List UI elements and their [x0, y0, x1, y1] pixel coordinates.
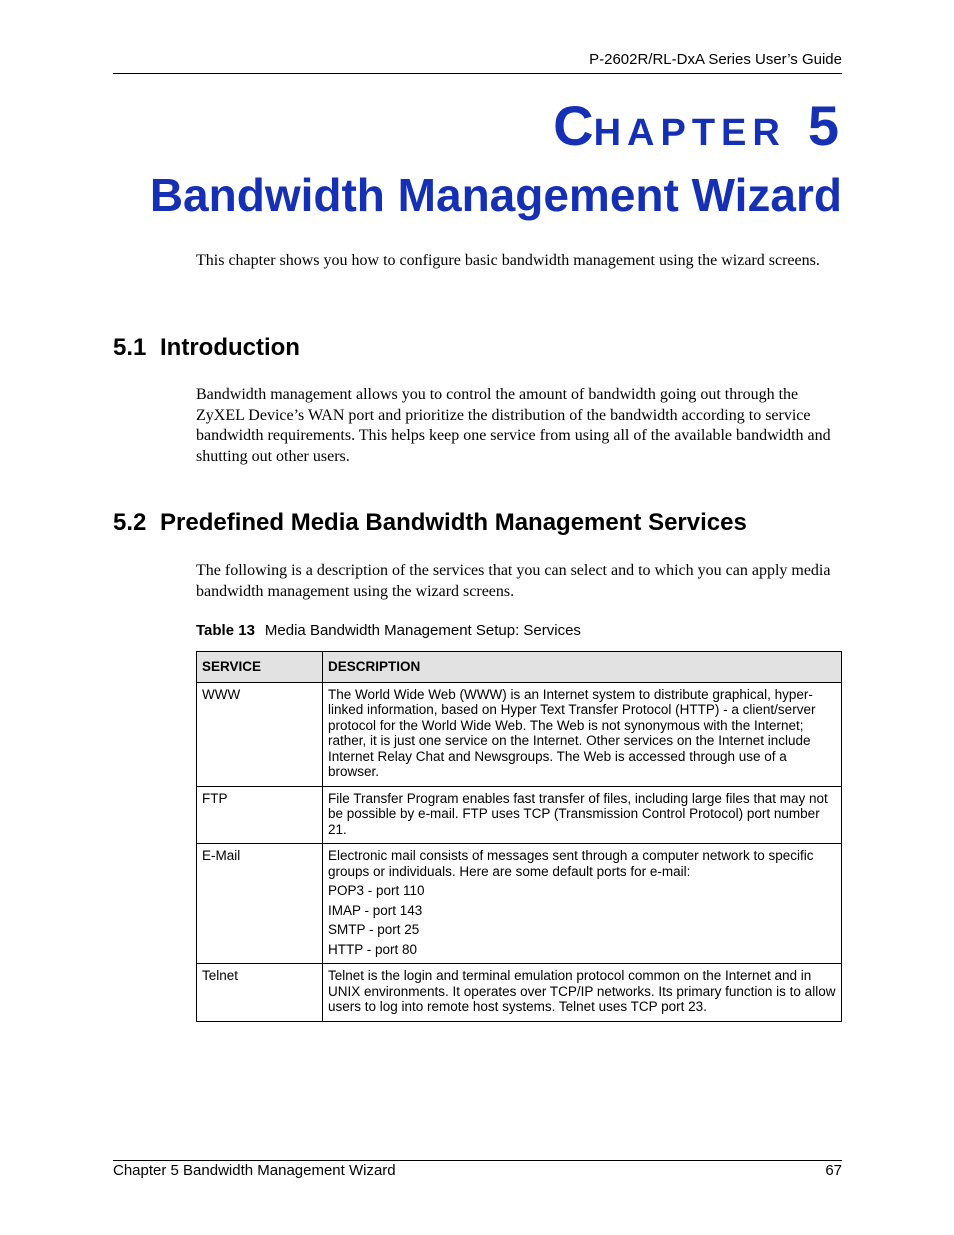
port-item: IMAP - port 143 [328, 902, 423, 918]
table-caption [196, 622, 581, 639]
service-cell: FTP [197, 786, 323, 844]
description-cell [323, 844, 842, 964]
service-cell: Telnet [197, 964, 323, 1022]
table-label: Table 13 [196, 622, 255, 639]
footer-chapter-title: Chapter 5 Bandwidth Management Wizard [113, 1162, 396, 1179]
section-number: 5.1 [113, 334, 147, 361]
service-cell: WWW [197, 682, 323, 786]
chapter-label [553, 94, 839, 157]
description-cell: Telnet is the login and terminal emulation protocol common on the Internet and in UNIX environments. It operates over TCP/IP networks. Its primary function is to allow users to log into remote host systems. Telnet uses TCP port 23. [323, 964, 842, 1022]
description-cell: File Transfer Program enables fast transfer of files, including large files that may not be possible by e-mail. FTP uses TCP (Transmission Control Protocol) port number 21. [323, 786, 842, 844]
table-header-row [197, 652, 842, 683]
chapter-intro-paragraph: This chapter shows you how to configure basic bandwidth management using the wizard screens. [196, 252, 820, 269]
page-number: 67 [825, 1162, 842, 1179]
table-row [197, 786, 842, 844]
chapter-label-rest: HAPTER [593, 112, 786, 154]
service-cell: E-Mail [197, 844, 323, 964]
chapter-number: 5 [807, 94, 839, 157]
footer-rule [113, 1160, 842, 1161]
description-text: Electronic mail consists of messages sent through a computer network to specific groups or individuals. Here are some default ports for e-mail: [328, 848, 814, 879]
introduction-paragraph: Bandwidth management allows you to control the amount of bandwidth going out through the ZyXEL Device’s WAN port and prioritize the distribution of the bandwidth according to service bandwidth requirements. This helps keep one service from using all of the available bandwidth and shutting out other users. [196, 386, 831, 465]
port-item: POP3 - port 110 [328, 883, 425, 898]
column-header-service: SERVICE [197, 652, 323, 683]
table-row [197, 844, 842, 964]
table-caption-text: Media Bandwidth Management Setup: Services [264, 622, 581, 639]
section-title: Introduction [160, 334, 300, 361]
port-item: SMTP - port 25 [328, 922, 420, 937]
services-table [196, 651, 842, 1022]
table-row [197, 964, 842, 1022]
port-item: HTTP - port 80 [328, 941, 418, 957]
description-cell: The World Wide Web (WWW) is an Internet system to distribute graphical, hyper-linked information, based on Hyper Text Transfer Protocol (HTTP) - a client/server protocol for the World Wide Web. The Web is not synonymous with the Internet; rather, it is just one service on the Internet. Other services on the Internet include Internet Relay Chat and Newsgroups. The Web is accessed through use of a browser. [323, 682, 842, 786]
section-heading-introduction [113, 334, 300, 362]
running-header: P-2602R/RL-DxA Series User’s Guide [589, 51, 842, 68]
column-header-description: DESCRIPTION [323, 652, 842, 683]
section-heading-predefined-services [113, 509, 747, 537]
table-row [197, 682, 842, 786]
header-rule [113, 73, 842, 74]
predefined-services-paragraph: The following is a description of the services that you can select and to which you can apply media bandwidth management using the wizard screens. [196, 562, 831, 600]
chapter-label-initial: C [553, 94, 594, 157]
section-number: 5.2 [113, 509, 147, 536]
chapter-title: Bandwidth Management Wizard [149, 169, 842, 221]
section-title: Predefined Media Bandwidth Management Services [160, 509, 747, 536]
